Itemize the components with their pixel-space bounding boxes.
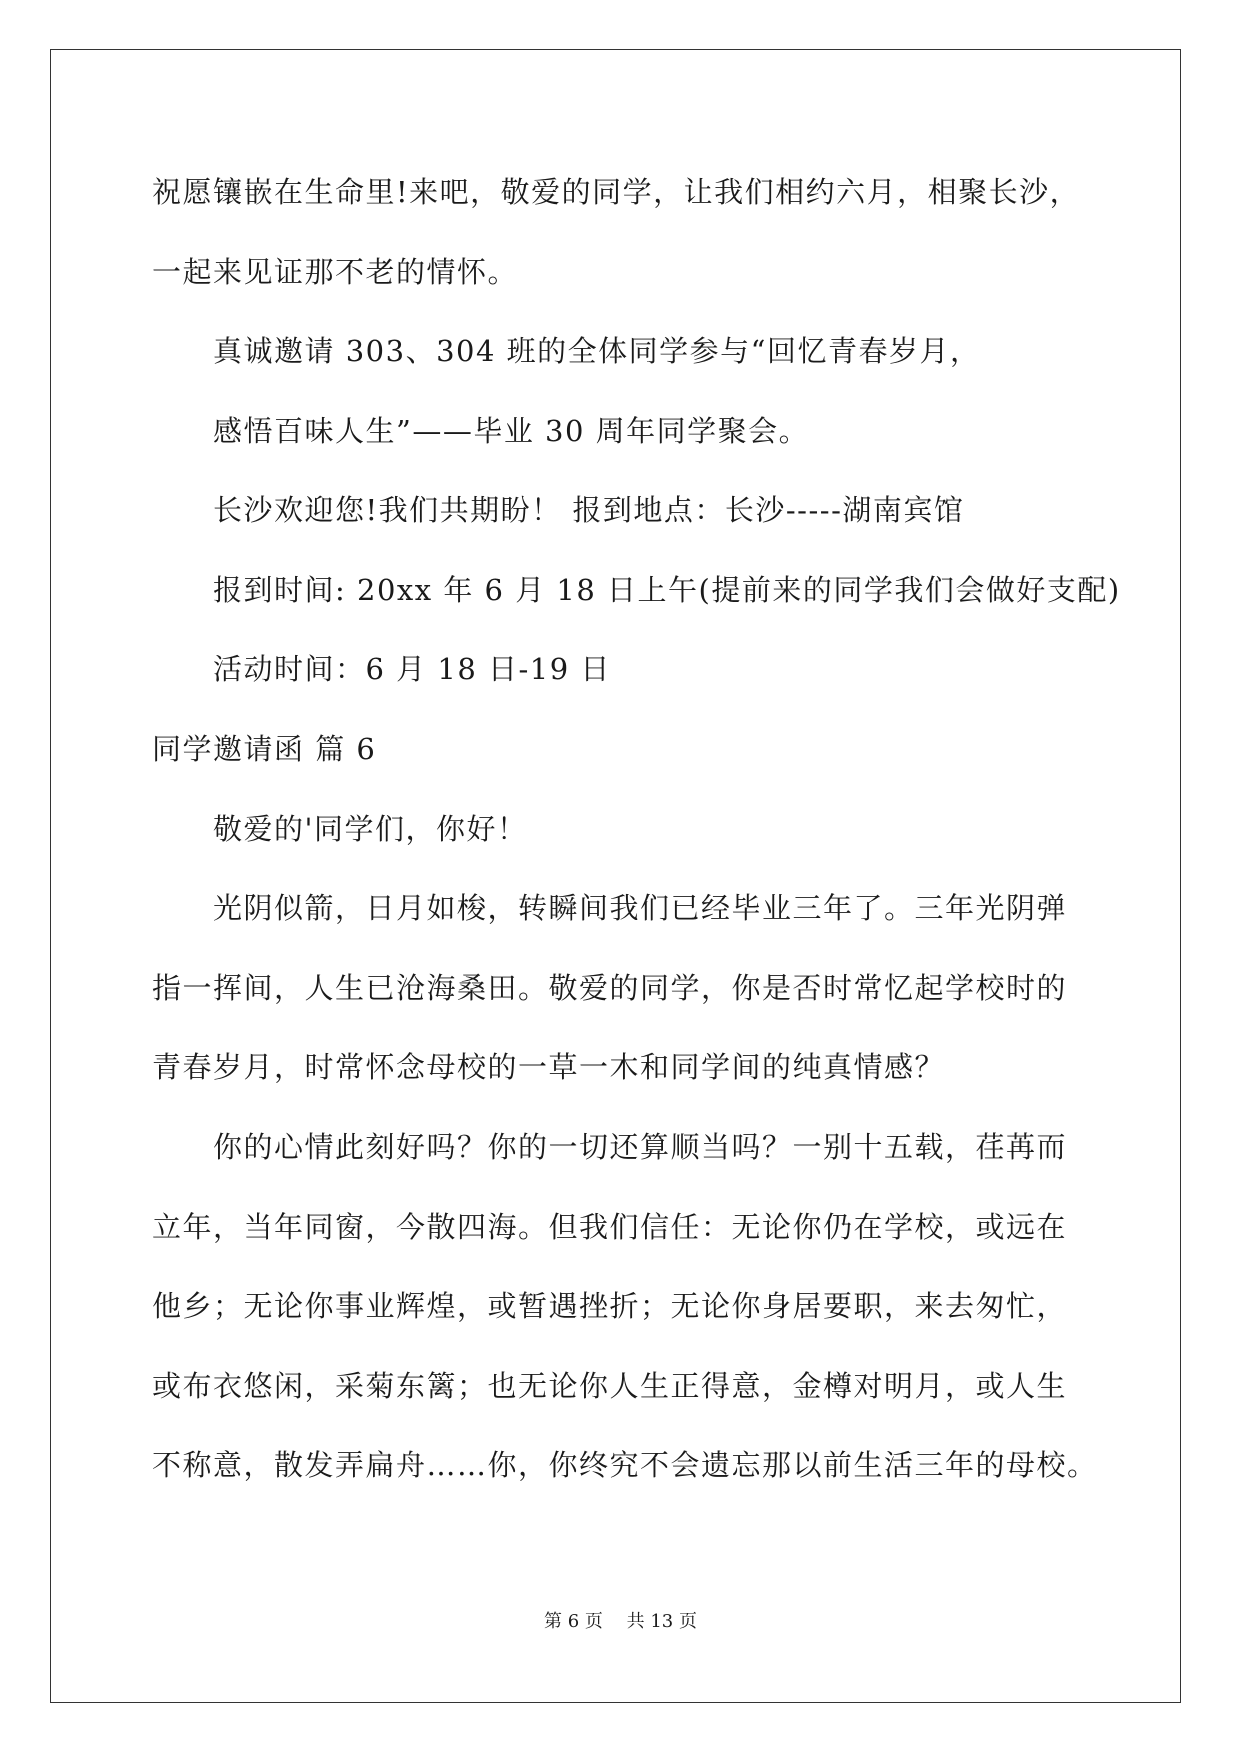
text-line-17: 不称意，散发弄扁舟……你，你终究不会遗忘那以前生活三年的母校。: [152, 1448, 1098, 1482]
text-line-11: 指一挥间，人生已沧海桑田。敬爱的同学，你是否时常忆起学校时的: [152, 971, 1068, 1005]
text-line-4: 感悟百味人生”——毕业 30 周年同学聚会。: [213, 414, 810, 448]
text-line-3: 真诚邀请 303、304 班的全体同学参与“回忆青春岁月，: [213, 334, 981, 368]
text-line-5: 长沙欢迎您!我们共期盼！ 报到地点：长沙-----湖南宾馆: [213, 493, 965, 527]
text-line-6: 报到时间: 20xx 年 6 月 18 日上午(提前来的同学我们会做好支配): [213, 573, 1121, 607]
page-number-footer: 第 6 页 共 13 页: [544, 1611, 697, 1632]
text-line-14: 立年，当年同窗，今散四海。但我们信任：无论你仍在学校，或远在: [152, 1210, 1068, 1244]
text-line-1: 祝愿镶嵌在生命里!来吧，敬爱的同学，让我们相约六月，相聚长沙，: [152, 175, 1081, 209]
text-line-10: 光阴似箭，日月如梭，转瞬间我们已经毕业三年了。三年光阴弹: [213, 891, 1068, 925]
text-line-16: 或布衣悠闲，采菊东篱；也无论你人生正得意，金樽对明月，或人生: [152, 1369, 1068, 1403]
text-line-15: 他乡；无论你事业辉煌，或暂遇挫折；无论你身居要职，来去匆忙，: [152, 1289, 1068, 1323]
text-line-7: 活动时间：6 月 18 日-19 日: [213, 652, 611, 686]
text-line-12: 青春岁月，时常怀念母校的一草一木和同学间的纯真情感？: [152, 1050, 946, 1084]
text-line-13: 你的心情此刻好吗？你的一切还算顺当吗？一别十五载，荏苒而: [213, 1130, 1068, 1164]
text-line-2: 一起来见证那不老的情怀。: [152, 255, 519, 289]
text-line-9: 敬爱的'同学们，你好！: [213, 812, 528, 846]
section-heading: 同学邀请函 篇 6: [152, 732, 377, 766]
